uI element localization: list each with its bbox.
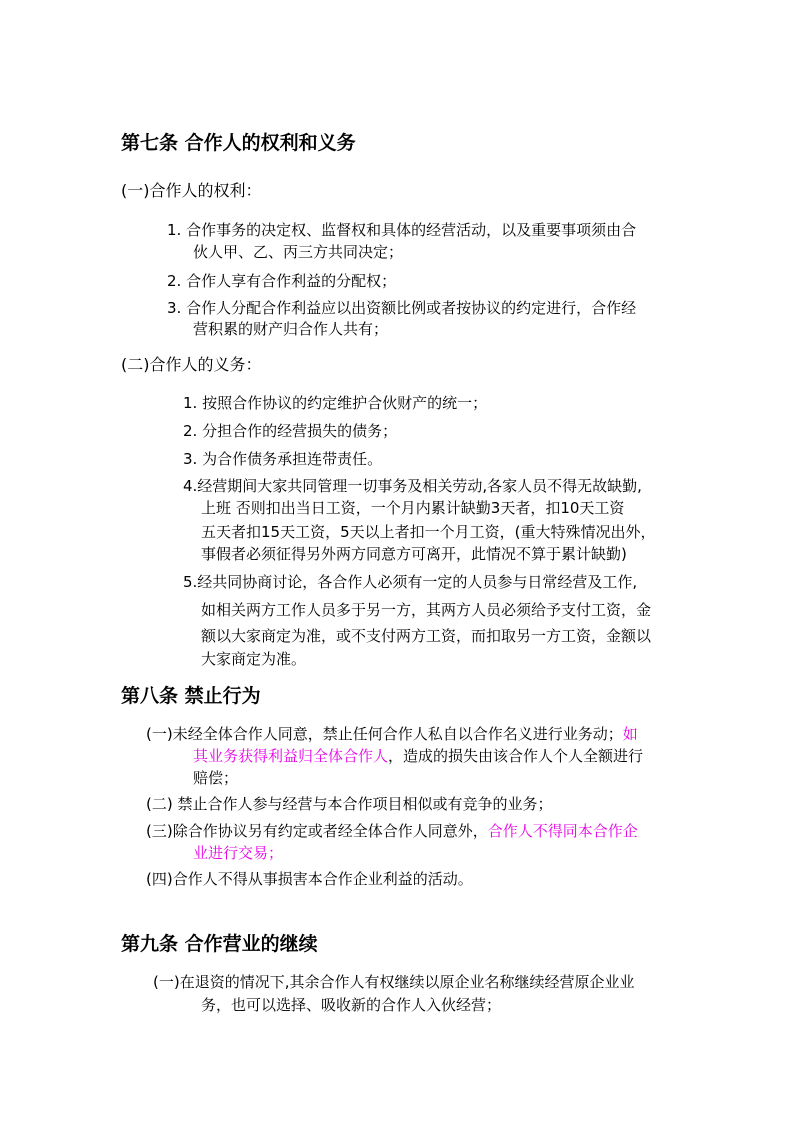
duties-item-4-line-3: 五天者扣15天工资，5天以上者扣一个月工资，(重大特殊情况出外， xyxy=(201,523,656,541)
article-9-title: 第九条 合作营业的继续 xyxy=(121,933,318,955)
rights-item-1-line-2: 伙人甲、乙、丙三方共同决定； xyxy=(193,243,404,261)
prohibition-item-1-line-2-text: ，造成的损失由该合作人个人全额进行 xyxy=(388,747,644,765)
prohibition-item-3-line-2: 业进行交易； xyxy=(193,844,284,862)
duties-item-4-line-4: 事假者必须征得另外两方同意方可离开，此情况不算于累计缺勤) xyxy=(201,545,627,563)
duties-item-4-line-2: 上班 否则扣出当日工资，一个月内累计缺勤3天者，扣10天工资 xyxy=(201,499,625,517)
article-8-title: 第八条 禁止行为 xyxy=(121,685,261,707)
duties-item-5-line-3: 额以大家商定为准，或不支付两方工资，而扣取另一方工资，金额以 xyxy=(201,627,652,645)
duties-item-5-line-2: 如相关两方工作人员多于另一方，其两方人员必须给予支付工资，金 xyxy=(201,601,652,619)
prohibition-item-3-line-1-text: (三)除合作协议另有约定或者经全体合作人同意外， xyxy=(146,822,488,840)
duties-item-3: 3. 为合作债务承担连带责任。 xyxy=(183,450,383,468)
duties-item-2: 2. 分担合作的经营损失的债务； xyxy=(183,422,398,440)
prohibition-item-2: (二) 禁止合作人参与经营与本合作项目相似或有竞争的业务； xyxy=(146,795,553,813)
rights-item-1-line-1: 1. 合作事务的决定权、监督权和具体的经营活动，以及重要事项须由合 xyxy=(167,221,637,239)
duties-item-1: 1. 按照合作协议的约定维护合伙财产的统一； xyxy=(183,394,488,412)
duties-item-4-line-1: 4.经营期间大家共同管理一切事务及相关劳动,各家人员不得无故缺勤, xyxy=(183,477,642,495)
prohibition-item-4: (四)合作人不得从事损害本合作企业利益的活动。 xyxy=(146,870,473,888)
prohibition-item-3-highlight-start: 合作人不得同本合作企 xyxy=(487,822,638,840)
duties-heading: (二)合作人的义务： xyxy=(121,355,262,374)
prohibition-item-1-line-1-text: (一)未经全体合作人同意，禁止任何合作人私自以合作名义进行业务动； xyxy=(146,725,623,743)
prohibition-item-3-line-1 xyxy=(146,821,638,841)
prohibition-item-1-line-3: 赔偿； xyxy=(193,769,239,787)
rights-item-2: 2. 合作人享有合作利益的分配权； xyxy=(167,272,397,290)
prohibition-item-1-highlight: 其业务获得利益归全体合作人 xyxy=(193,747,389,765)
prohibition-item-1-line-1 xyxy=(146,724,638,744)
rights-item-3-line-1: 3. 合作人分配合作利益应以出资额比例或者按协议的约定进行，合作经 xyxy=(167,299,637,317)
continuation-item-1-line-2: 务，也可以选择、吸收新的合作人入伙经营； xyxy=(201,996,502,1014)
prohibition-item-1-line-2 xyxy=(193,746,643,766)
duties-item-5-line-1: 5.经共同协商讨论，各合作人必须有一定的人员参与日常经营及工作, xyxy=(183,573,638,591)
article-7-title: 第七条 合作人的权利和义务 xyxy=(121,132,356,154)
rights-heading: (一)合作人的权利： xyxy=(121,181,262,200)
prohibition-item-1-highlight-start: 如 xyxy=(622,725,638,743)
rights-item-3-line-2: 营积累的财产归合作人共有； xyxy=(193,320,389,338)
continuation-item-1-line-1: (一)在退资的情况下,其余合作人有权继续以原企业名称继续经营原企业业 xyxy=(153,973,635,991)
duties-item-5-line-4: 大家商定为准。 xyxy=(201,650,307,668)
